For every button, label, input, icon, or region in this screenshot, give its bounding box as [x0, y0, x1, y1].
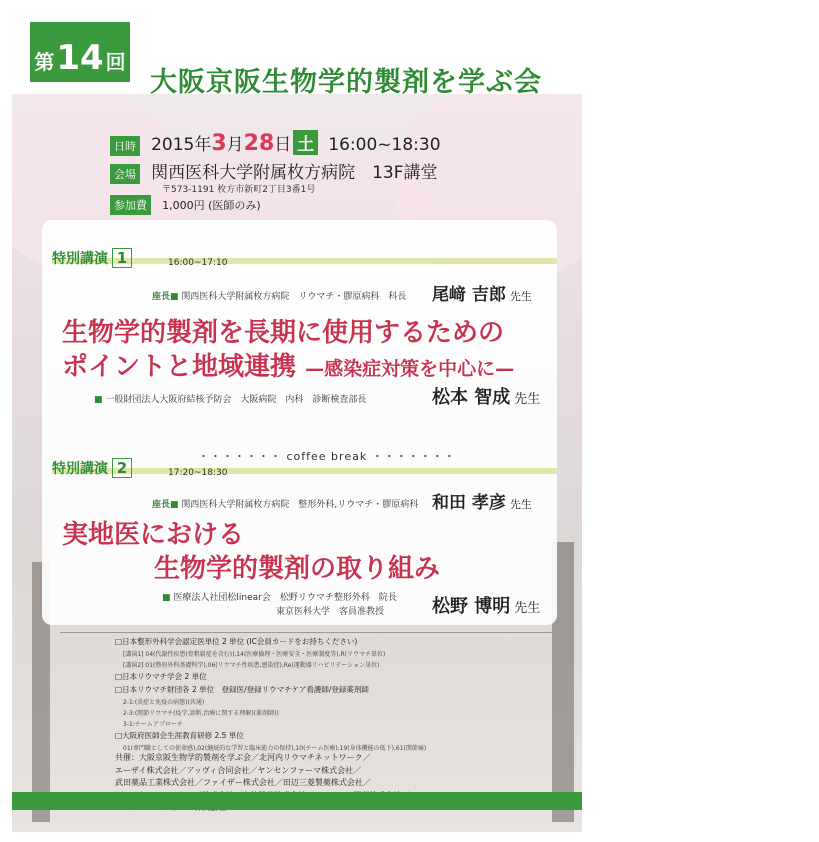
sponsor-line: エーザイ株式会社／アッヴィ合同会社／ヤンセンファーマ株式会社／	[115, 765, 362, 775]
lecture1-title-main: ポイントと地域連携	[62, 352, 297, 382]
date-time: 16:00~18:30	[328, 135, 441, 155]
lecture2-chair: 座長■ 関西医科大学附属枚方病院 整形外科,リウマチ・膠原病科	[152, 500, 419, 510]
lecture1-label-text: 特別講演	[52, 251, 108, 267]
chair-name: 尾﨑 吉郎	[432, 285, 506, 305]
honorific: 先生	[514, 392, 541, 407]
chair-name: 和田 孝彦	[432, 493, 506, 513]
footer-bar	[12, 792, 582, 810]
credit-heading: □大阪府医師会生涯教育研修 2.5 単位	[115, 731, 244, 740]
lecture2-number: 2	[112, 458, 132, 478]
edition-suffix: 回	[105, 50, 126, 74]
event-title: 大阪京阪生物学的製剤を学ぶ会	[150, 67, 542, 98]
lecture1-speaker-name	[432, 383, 540, 409]
credit-detail: 2-3:(関節リウマチ(疫学,診断,治療に関する理解)(薬剤師))	[123, 710, 279, 717]
speaker-affiliation: 一般財団法人大阪府結核予防会 大阪病院 内科 診断検査部長	[105, 395, 367, 405]
date-day-unit: 日	[274, 135, 292, 155]
honorific: 先生	[509, 290, 532, 303]
chair-affiliation: 関西医科大学附属枚方病院 リウマチ・膠原病科 科長	[181, 292, 407, 302]
venue-text: 関西医科大学附属枚方病院 13F講堂	[151, 163, 438, 183]
date-month: 3	[211, 131, 227, 156]
credits-separator	[60, 632, 570, 633]
venue-tag: 会場	[110, 164, 140, 184]
header	[12, 22, 582, 98]
fee-row	[110, 194, 261, 215]
lecture1-title-line2	[62, 346, 514, 383]
credit-detail: 2-1:(炎症と免疫の病態)(共通)	[123, 699, 205, 706]
date-text	[151, 131, 441, 156]
honorific: 先生	[509, 498, 532, 511]
lecture1-label	[52, 248, 132, 268]
date-weekday: 土	[293, 130, 318, 155]
credit-detail: [講演1] 04(代謝性疾患(骨粗鬆症を含む)),14(医療倫理・医療安全・医療制度等),R(リウマチ単位)	[123, 651, 386, 658]
credit-detail: 3-1:チームアプローチ	[123, 721, 183, 728]
lecture1-speaker-affiliation: ■ 一般財団法人大阪府結核予防会 大阪病院 内科 診断検査部長	[94, 395, 367, 405]
edition-number: 14	[56, 38, 104, 78]
venue-row	[110, 158, 438, 184]
date-row	[110, 130, 441, 156]
lecture2-title-line2: 生物学的製剤の取り組み	[154, 554, 441, 584]
lecture1-chair-name	[432, 280, 532, 305]
lecture1-time: 16:00~17:10	[168, 258, 228, 268]
lecture1-number: 1	[112, 248, 132, 268]
chair-role: 座長	[152, 500, 171, 510]
lecture2-label-text: 特別講演	[52, 461, 108, 477]
speaker-affiliation: 医療法人社団松linear会 松野リウマチ整形外科 院長	[173, 593, 397, 603]
lecture2-label	[52, 458, 132, 478]
honorific: 先生	[514, 601, 541, 616]
lecture2-time: 17:20~18:30	[168, 468, 228, 478]
lecture1-title-line1: 生物学的製剤を長期に使用するための	[62, 318, 505, 348]
credits-list	[115, 636, 555, 754]
date-tag: 日時	[110, 136, 140, 156]
sponsor-line: 武田薬品工業株式会社／ファイザー株式会社／田辺三菱製薬株式会社／	[115, 778, 371, 787]
date-month-unit: 月	[226, 135, 244, 155]
date-day: 28	[243, 131, 275, 156]
lecture2-speaker-name	[432, 592, 540, 618]
credit-heading: □日本整形外科学会認定医単位 2 単位 (IC会員カードをお持ちください)	[115, 637, 358, 646]
edition-badge	[30, 22, 130, 82]
credit-detail: [講演2] 01(整形外科基礎科学),06(リウマチ性疾患,感染症),Re(運動器リハビリテーション単位)	[123, 662, 380, 669]
edition-prefix: 第	[34, 50, 55, 74]
lecture2-speaker-affiliation1: ■ 医療法人社団松linear会 松野リウマチ整形外科 院長	[162, 593, 397, 603]
fee-tag: 参加費	[110, 195, 151, 215]
lecture2-speaker-affiliation2: 東京医科大学 客員准教授	[276, 607, 385, 617]
chair-role: 座長	[152, 292, 171, 302]
lecture2-chair-name	[432, 488, 532, 513]
lecture1-chair: 座長■ 関西医科大学附属枚方病院 リウマチ・膠原病科 科長	[152, 292, 407, 302]
venue-address: 〒573-1191 枚方市新町2丁目3番1号	[162, 185, 316, 195]
fee-text: 1,000円 (医師のみ)	[162, 199, 261, 212]
credit-heading: □日本リウマチ学会 2 単位	[115, 672, 207, 681]
lecture1-title-sub: —感染症対策を中心に—	[305, 358, 515, 380]
coffee-break: ・・・・・・・ coffee break ・・・・・・・	[198, 450, 456, 463]
date-year: 2015年	[151, 135, 212, 155]
chair-affiliation: 関西医科大学附属枚方病院 整形外科,リウマチ・膠原病科	[181, 500, 419, 510]
speaker-name: 松野 博明	[432, 596, 511, 617]
speaker-name: 松本 智成	[432, 387, 511, 408]
credit-detail: 01(専門職としての使命感),02(継続的な学習と臨床能力の保持),10(チーム医療),19(身体機能の低下),61(関節痛)	[123, 745, 427, 752]
lecture2-title-line1: 実地医における	[62, 520, 245, 550]
sponsor-line: 共催：大阪京阪生物学的製剤を学ぶ会／北河内リウマチネットワーク／	[115, 753, 371, 762]
credit-heading: □日本リウマチ財団各 2 単位 登録医/登録リウマチケア看護師/登録薬剤師	[115, 685, 369, 694]
